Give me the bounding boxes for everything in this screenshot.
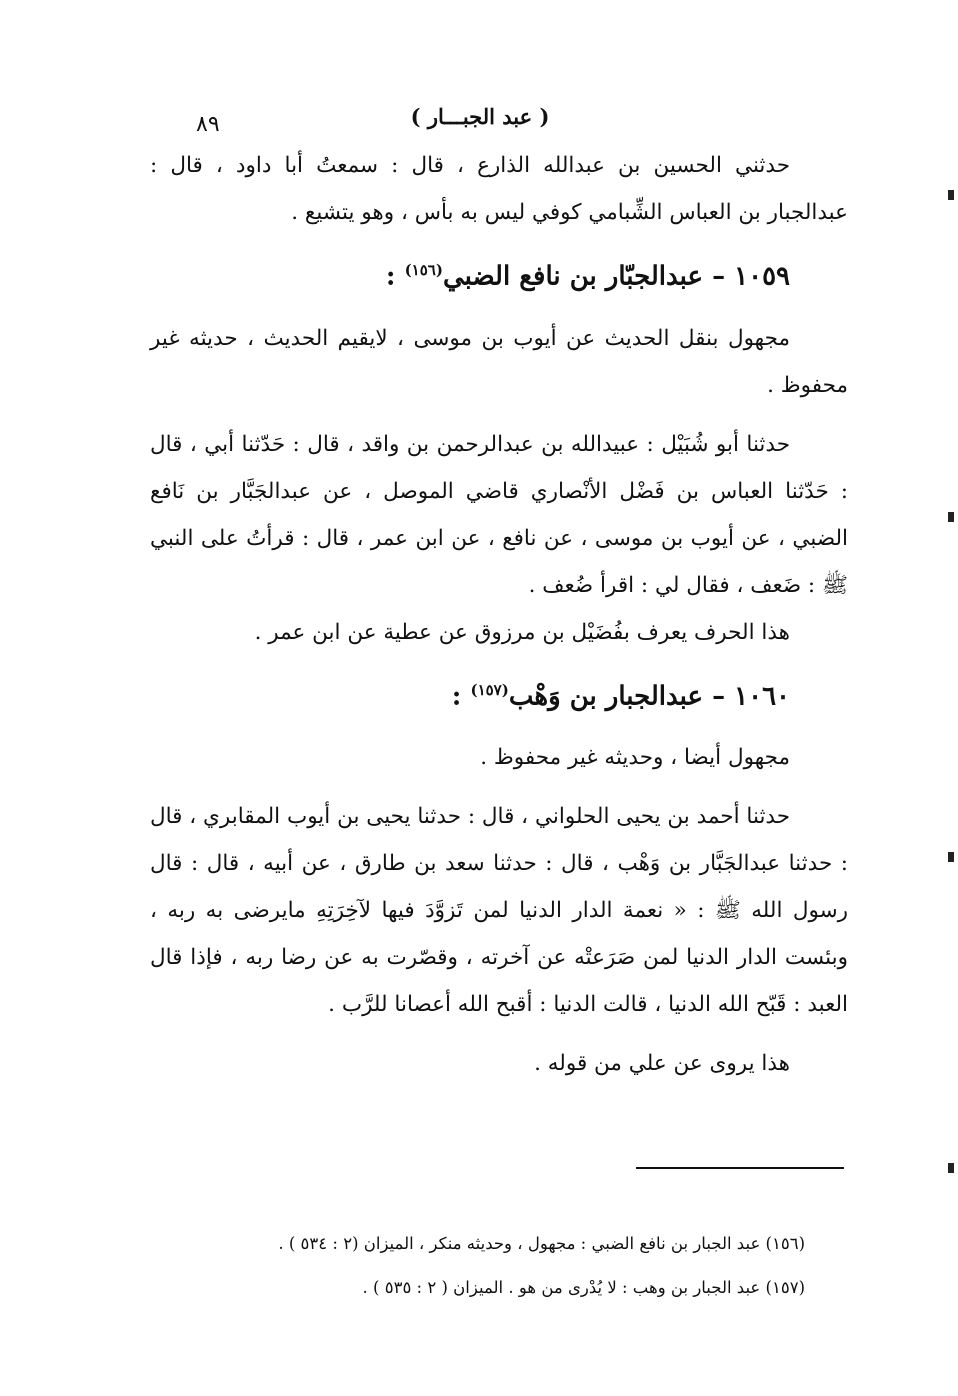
entry-colon: : — [385, 261, 405, 292]
entry-colon: : — [451, 681, 471, 712]
footnote: (١٥٧) عبد الجبار بن وهب : لا يُدْرى من هو . الميزان ( ٢ : ٥٣٥ ) . — [362, 1278, 805, 1297]
paragraph: هذا يروى عن علي من قوله . — [534, 1051, 790, 1077]
footnote: (١٥٦) عبد الجبار بن نافع الضبي : مجهول ، وحديثه منكر ، الميزان (٢ : ٥٣٤ ) . — [278, 1234, 805, 1253]
footnote-ref: (١٥٦) — [404, 261, 443, 279]
main-text — [150, 142, 848, 1087]
paragraph: هذا الحرف يعرف بفُضَيْل بن مرزوق عن عطية عن ابن عمر . — [254, 619, 790, 645]
scan-edge-mark — [948, 1163, 954, 1173]
entry-title: ١٠٥٩ – عبدالجبّار بن نافع الضبي — [442, 261, 790, 292]
entry-heading — [150, 250, 848, 297]
scan-edge-mark — [948, 190, 954, 200]
footnote-ref: (١٥٧) — [470, 680, 509, 699]
page-number: ٨٩ — [196, 112, 220, 137]
footnotes — [150, 1222, 805, 1310]
entry-title: ١٠٦٠ – عبدالجبار بن وَهْب — [508, 681, 790, 712]
scan-edge-mark — [948, 852, 954, 862]
scan-edge-mark — [948, 512, 954, 522]
paragraph: حدثني الحسين بن عبدالله الذارع ، قال : سمعتُ أبا داود ، قال : عبدالجبار بن العباس الشِّبامي كوفي ليس به بأس ، وهو يتشيع . — [150, 153, 848, 225]
paragraph: مجهول بنقل الحديث عن أيوب بن موسى ، لايقيم الحديث ، حديثه غير محفوظ . — [150, 325, 848, 398]
running-title: ( عبد الجبـــار ) — [410, 104, 550, 129]
paragraph: حدثنا أحمد بن يحيى الحلواني ، قال : حدثنا يحيى بن أيوب المقابري ، قال : حدثنا عبدالجَبَّار بن وَهْب ، قال : حدثنا سعد بن طارق ، عن أبيه ، قال : قال رسول الله ﷺ : « نعمة الدار الدنيا لمن تَزوَّدَ فيها لآخِرَتِهِ مايرضى به ربه ، وبئست الدار الدنيا لمن صَرَعتْه عن آخرته ، وقصّرت به عن رضا ربه ، فإذا قال العبد : قَبّح الله الدنيا ، قالت الدنيا : أقبح الله أعصانا للرَّب . — [150, 804, 848, 1018]
paragraph: حدثنا أبو شُبَيْل : عبيدالله بن عبدالرحمن بن واقد ، قال : حَدّثنا أبي ، قال : حَدّثنا العباس بن فَضْل الأنْصاري قاضي الموصل ، عن عبدالجَبَّار بن نَافع الضبي ، عن أيوب بن موسى ، عن نافع ، عن ابن عمر ، قال : قرأتُ على النبي ﷺ : ضَعف ، فقال لي : اقرأ ضُعف . — [150, 431, 848, 598]
paragraph: مجهول أيضا ، وحديثه غير محفوظ . — [480, 745, 790, 771]
entry-heading — [150, 670, 848, 717]
footnote-divider — [636, 1167, 844, 1169]
